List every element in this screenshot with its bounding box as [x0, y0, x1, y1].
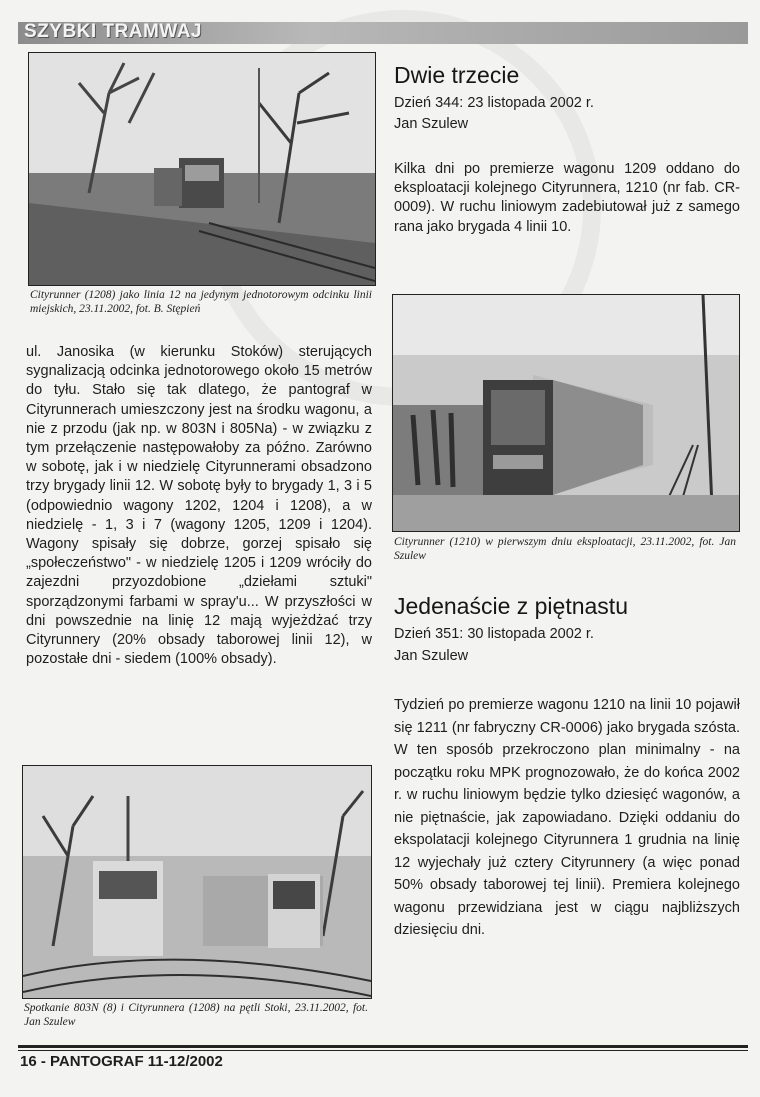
continued-article-text: ul. Janosika (w kierunku Stoków) sterujących sygnalizacją odcinka jednotorowego około 15 metrów do tyłu. Stało się tak dlatego, że pantograf w Cityrunnerach umieszczony jest na środku wagonu, a nie z przodu (jak np. w 803N i 805Na) - w związku z tym przełączenie następowałoby za późno. Zarówno w sobotę, jak i w niedzielę Cityrunnerami obsadzono trzy brygady linii 12. W sobotę były to brygady 1, 3 i 5 (odpowiednio wagony 1202, 1204 i 1208), a w niedzielę - 1, 3 i 7 (wagony 1205, 1209 i 1204). Wagony spisały się dobrze, gorzej spisało się „społeczeństwo" - w niedzielę 1205 i 1209 wróciły do zajezdni przyozdobione „dziełami sztuki" sporządzonymi farbami w spray'u... W przyszłości w dni powszednie na linię 12 mają wyjeżdżać trzy Cityrunnery (20% obsady taborowej linii 12), w pozostałe dni - siedem (100% obsady). [26, 344, 372, 668]
photo-cityrunner-1210 [392, 294, 740, 532]
article-2-author: Jan Szulew [394, 648, 469, 664]
photo-3-caption: Spotkanie 803N (8) i Cityrunnera (1208) na pętli Stoki, 23.11.2002, fot. Jan Szulew [24, 1002, 368, 1028]
page-footer: 16 - PANTOGRAF 11-12/2002 [20, 1053, 223, 1070]
article-2-text: Tydzień po premierze wagonu 1210 na linii 10 pojawił się 1211 (nr fabryczny CR-0006) jako brygada szósta. W ten sposób przekroczono plan minimalny - na początku roku MPK prognozowało, że do końca 2002 r. w ruchu liniowym będzie tylko dziesięć wagonów, a nie piętnaście, jak zapowiadano. Dzięki oddaniu do ekspolatacji kolejnego Cityrunnera 1 grudnia na linię 12 wyjechały już cztery Cityrunnery (a więc ponad 50% obsady taborowej tej linii). Premiera kolejnego wagonu przewidziana jest w ciągu najbliższych dziesięciu dni. [394, 697, 740, 938]
photo-1-caption: Cityrunner (1208) jako linia 12 na jedynym jednotorowym odcinku linii miejskich, 23.11.2002, fot. B. Stępień [30, 289, 372, 315]
article-2-date: Dzień 351: 30 listopada 2002 r. [394, 626, 594, 642]
photo-2-caption: Cityrunner (1210) w pierwszym dniu eksploatacji, 23.11.2002, fot. Jan Szulew [394, 536, 736, 562]
photo-cityrunner-1208 [28, 52, 376, 286]
footer-rule-thin [18, 1050, 748, 1051]
photo-803n-and-cityrunner [22, 765, 372, 999]
article-1-author: Jan Szulew [394, 116, 469, 132]
article-2-title: Jedenaście z piętnastu [394, 593, 628, 619]
section-title: SZYBKI TRAMWAJ [24, 21, 202, 42]
article-1-text: Kilka dni po premierze wagonu 1209 oddano do eksploatacji kolejnego Cityrunnera, 1210 (nr fab. CR-0009). W ruchu liniowym zadebiutował już z samego rana jako brygada 4 linii 10. [394, 161, 740, 235]
footer-rule-thick [18, 1045, 748, 1048]
article-1-title: Dwie trzecie [394, 62, 520, 88]
photo-3-illustration [23, 766, 371, 998]
photo-1-illustration [29, 53, 375, 285]
article-1-date: Dzień 344: 23 listopada 2002 r. [394, 95, 594, 111]
photo-2-illustration [393, 295, 739, 531]
